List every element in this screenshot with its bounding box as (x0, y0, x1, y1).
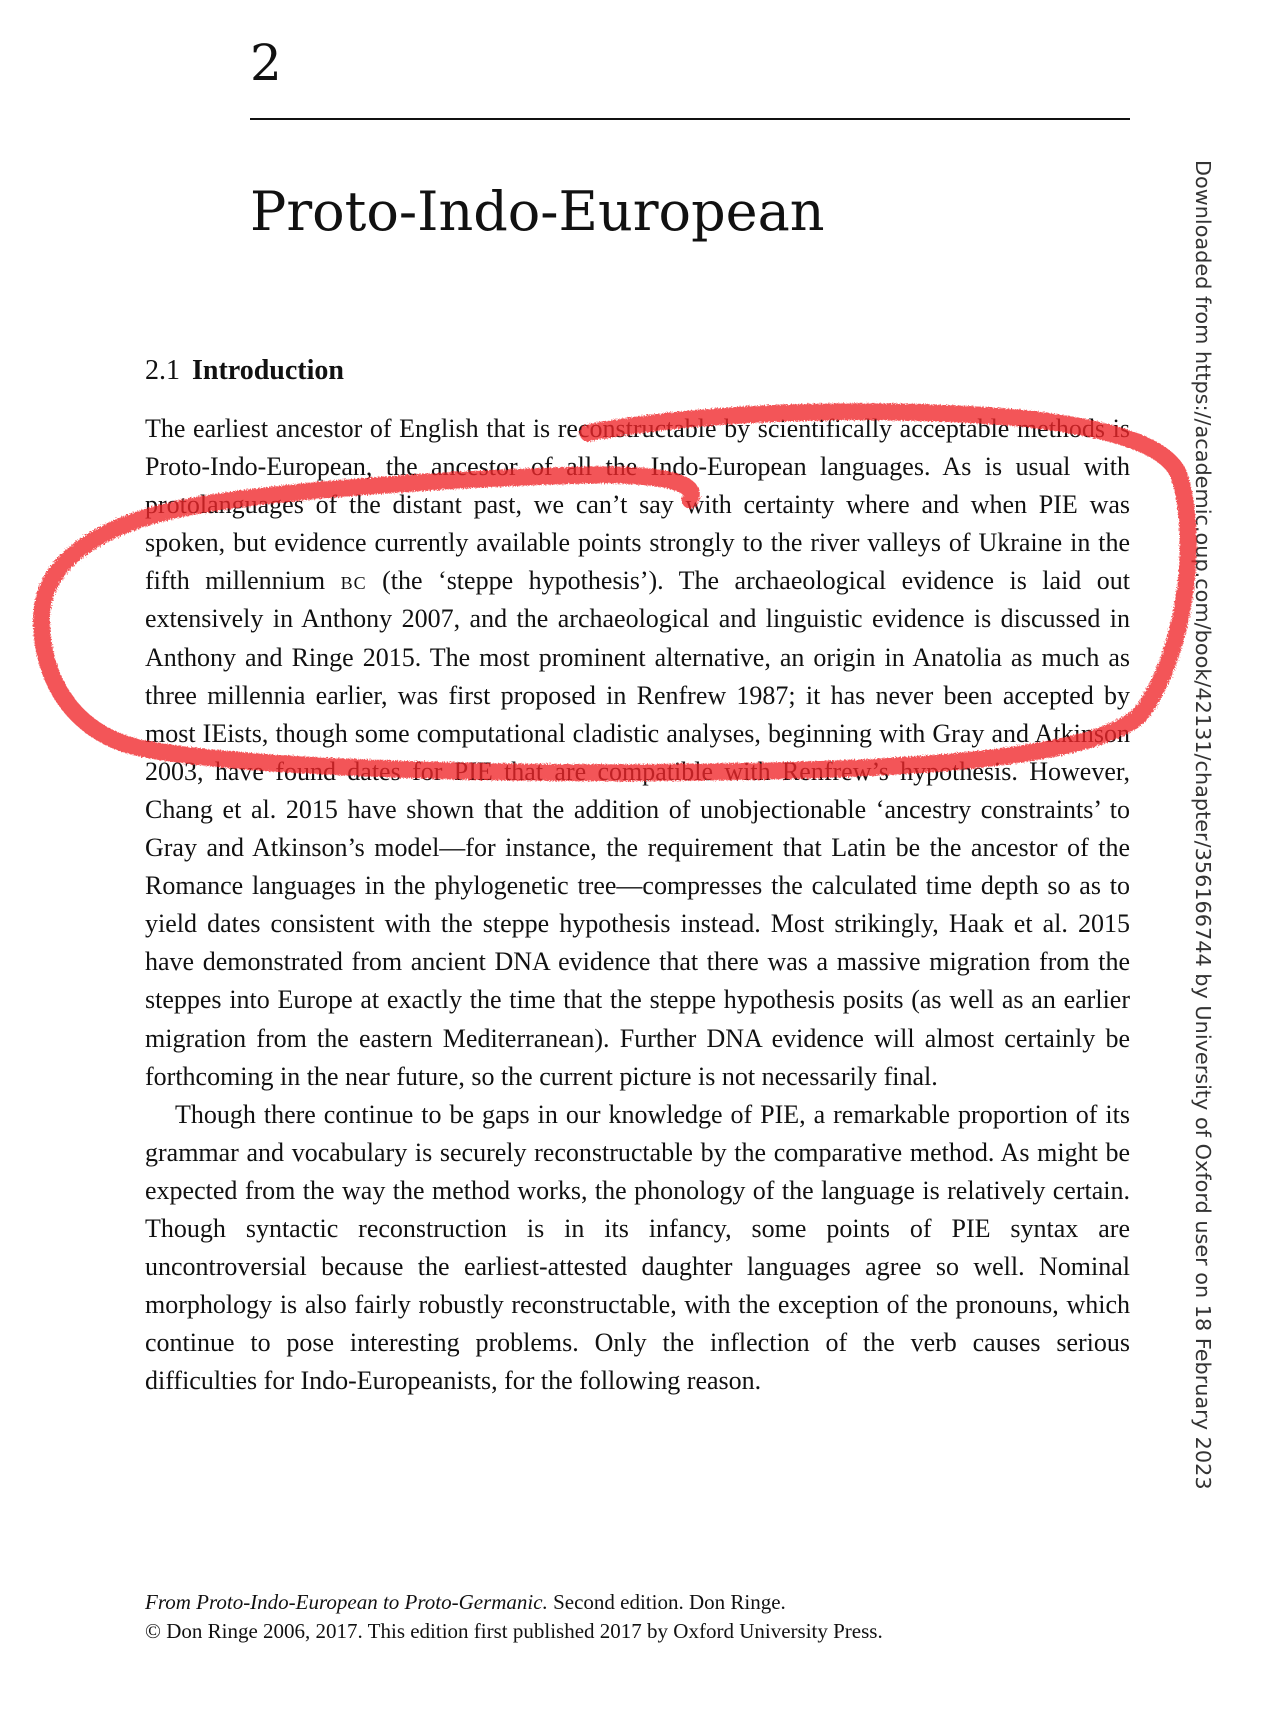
chapter-number: 2 (250, 34, 282, 92)
footer (145, 1588, 883, 1646)
paragraph-1-part-b: (the ‘steppe hypothesis’). The archaeological evidence is laid out extensively in Anthony 2007, and the archaeological and linguistic evidence is discussed in Anthony and Ringe 2015. The most prominent alternative, an origin in Anatolia as much as three millennia earlier, was first proposed in Renfrew 1987; it has never been accepted by most IEists, though some computational cladistic analyses, beginning with Gray and Atkinson 2003, have found dates for PIE that are compatible with Renfrew’s hypothesis. However, Chang et al. 2015 have shown that the addition of unobjectionable ‘ancestry constraints’ to Gray and Atkinson’s model—for instance, the requirement that Latin be the ancestor of the Romance languages in the phylogenetic tree—compresses the calculated time depth so as to yield dates consistent with the steppe hypothesis instead. Most strikingly, Haak et al. 2015 have demonstrated from ancient DNA evidence that there was a massive migration from the steppes into Europe at exactly the time that the steppe hypothesis posits (as well as an earlier migration from the eastern Mediterranean). Further DNA evidence will almost certainly be forthcoming in the near future, so the current picture is not necessarily final. (145, 566, 1130, 1091)
paragraph-2: Though there continue to be gaps in our knowledge of PIE, a remarkable proportion of its grammar and vocabulary is securely reconstructable by the comparative method. As might be expected from the way the method works, the phonology of the language is relatively certain. Though syntactic reconstruction is in its infancy, some points of PIE syntax are uncontroversial because the earliest-attested daughter languages agree so well. Nominal morphology is also fairly robustly reconstructable, with the exception of the pronouns, which continue to pose interesting problems. Only the inflection of the verb causes serious difficulties for Indo-Europeanists, for the following reason. (145, 1099, 1130, 1396)
section-number: 2.1 (145, 355, 180, 386)
download-sidebar (1185, 160, 1215, 1490)
chapter-title: Proto-Indo-European (250, 180, 825, 243)
download-note: Downloaded from https://academic.oup.com/book/42131/chapter/356166744 by University of Oxford user on 18 February 2023 (1191, 160, 1215, 1490)
bc-abbreviation: bc (340, 566, 367, 596)
footer-citation (145, 1588, 883, 1617)
paragraph-1 (145, 410, 1130, 1096)
footer-copyright: © Don Ringe 2006, 2017. This edition first published 2017 by Oxford University Press. (145, 1619, 883, 1643)
paragraph-1-part-a: The earliest ancestor of English that is reconstructable by scientifically acceptable methods is Proto-Indo-European, the ancestor of all the Indo-European languages. As is usual with protolanguages of the distant past, we can’t say with certainty where and when PIE was spoken, but evidence currently available points strongly to the river valleys of Ukraine in the fifth millennium (145, 414, 1130, 596)
body-text (145, 410, 1130, 1400)
footer-edition: Second edition. Don Ringe. (547, 1590, 786, 1614)
section-title: Introduction (192, 355, 344, 386)
footer-book-title: From Proto-Indo-European to Proto-Germanic. (145, 1590, 548, 1614)
chapter-rule (250, 118, 1130, 120)
section-heading (145, 355, 344, 387)
